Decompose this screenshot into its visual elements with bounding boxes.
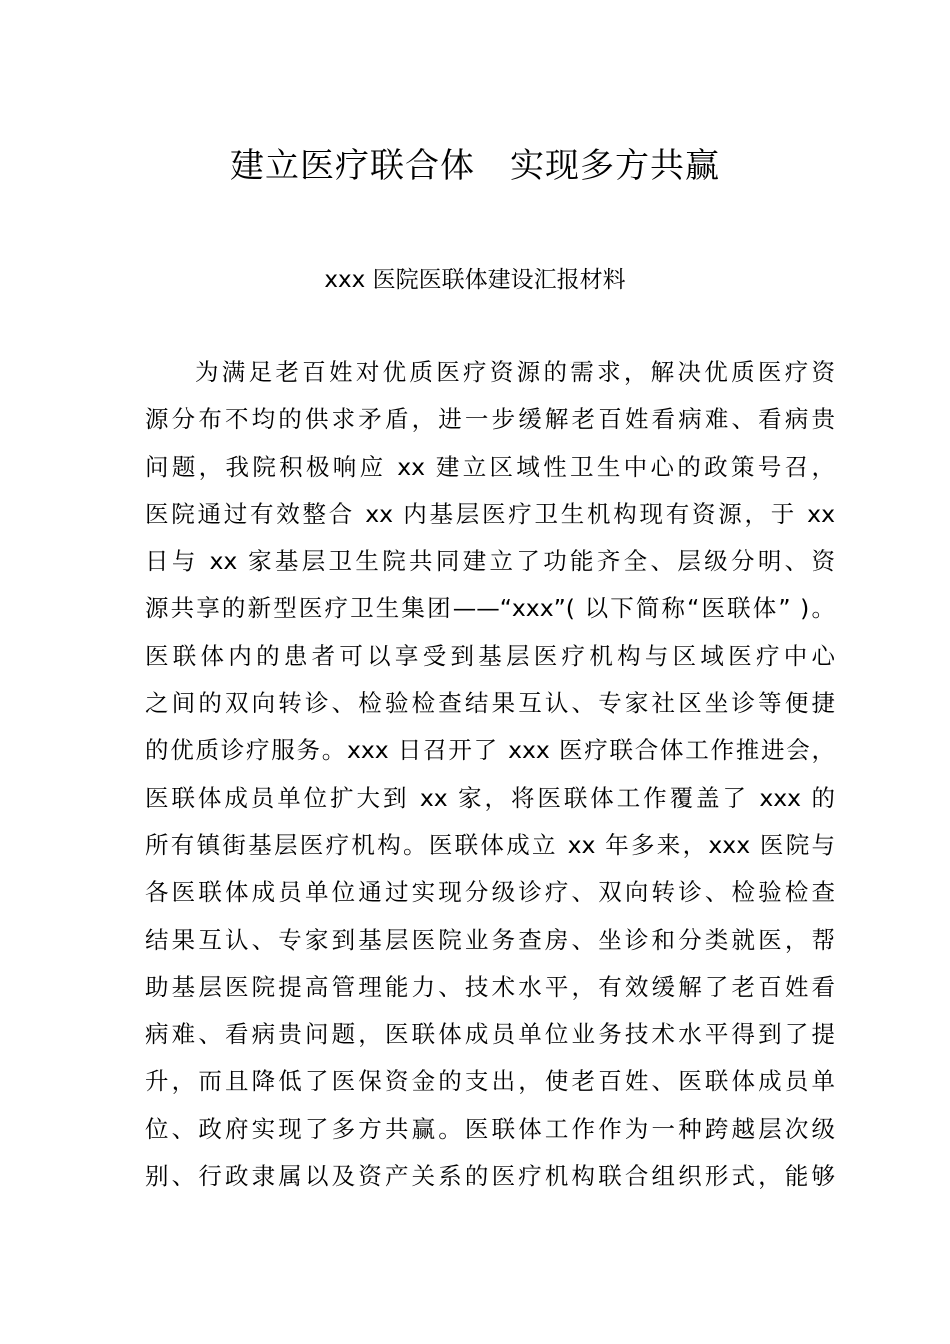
body-line: 之间的双向转诊、检验检查结果互认、专家社区坐诊等便捷 <box>145 689 835 718</box>
body-line: 的优质诊疗服务。xxx 日召开了 xxx 医疗联合体工作推进会， <box>145 736 835 765</box>
body-line: 源分布不均的供求矛盾，进一步缓解老百姓看病难、看病贵 <box>145 405 835 434</box>
body-line: 日与 xx 家基层卫生院共同建立了功能齐全、层级分明、资 <box>145 547 835 576</box>
body-line: 医联体成员单位扩大到 xx 家，将医联体工作覆盖了 xxx 的 <box>145 783 835 812</box>
body-line: 升，而且降低了医保资金的支出，使老百姓、医联体成员单 <box>145 1067 835 1096</box>
document-title: 建立医疗联合体 实现多方共赢 <box>230 146 720 186</box>
body-line: 结果互认、专家到基层医院业务查房、坐诊和分类就医，帮 <box>145 925 835 954</box>
body-line: 医联体内的患者可以享受到基层医疗机构与区域医疗中心 <box>145 641 835 670</box>
document-body <box>145 349 835 1200</box>
body-line: 问题，我院积极响应 xx 建立区域性卫生中心的政策号召， <box>145 452 835 481</box>
body-line: 源共享的新型医疗卫生集团——“xxx”( 以下简称“医联体” )。 <box>145 594 835 623</box>
body-line: 别、行政隶属以及资产关系的医疗机构联合组织形式，能够 <box>145 1162 835 1191</box>
body-line: 助基层医院提高管理能力、技术水平，有效缓解了老百姓看 <box>145 972 835 1001</box>
body-line: 各医联体成员单位通过实现分级诊疗、双向转诊、检验检查 <box>145 878 835 907</box>
body-line: 病难、看病贵问题，医联体成员单位业务技术水平得到了提 <box>145 1020 835 1049</box>
body-line: 所有镇街基层医疗机构。医联体成立 xx 年多来，xxx 医院与 <box>145 830 835 859</box>
document-subtitle: xxx 医院医联体建设汇报材料 <box>324 267 626 293</box>
body-line: 为满足老百姓对优质医疗资源的需求，解决优质医疗资 <box>195 358 835 386</box>
body-line: 位、政府实现了多方共赢。医联体工作作为一种跨越层次级 <box>145 1114 835 1143</box>
body-line: 医院通过有效整合 xx 内基层医疗卫生机构现有资源，于 xx <box>145 499 835 528</box>
